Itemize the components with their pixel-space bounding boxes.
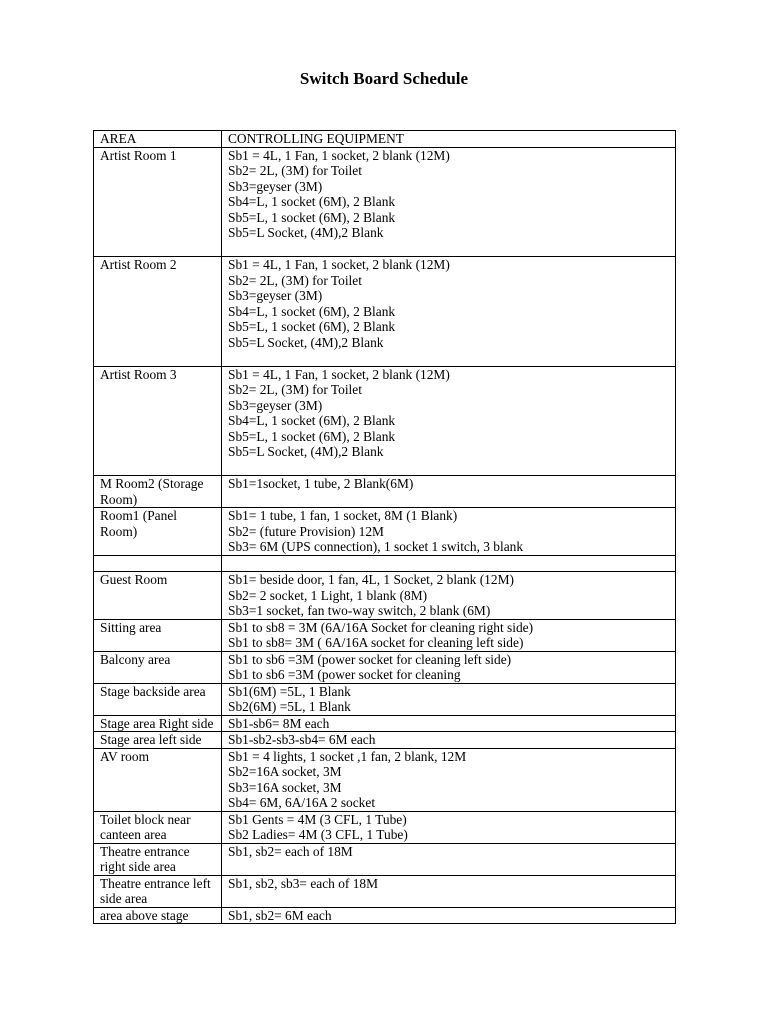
equipment-line: Sb5=L Socket, (4M),2 Blank — [228, 334, 384, 350]
equipment-cell — [222, 683, 676, 715]
equipment-line: Sb5=L, 1 socket (6M), 2 Blank — [228, 428, 396, 444]
equipment-cell — [222, 476, 676, 508]
equipment-line: Sb1(6M) =5L, 1 Blank — [228, 683, 351, 699]
equipment-cell — [222, 811, 676, 843]
area-cell — [94, 366, 222, 476]
equipment-cell — [222, 907, 676, 924]
table-header-row — [94, 131, 676, 148]
equipment-line: Sb1, sb2, sb3= each of 18M — [228, 875, 379, 891]
table-row — [94, 572, 676, 620]
equipment-line: Sb1 = 4 lights, 1 socket ,1 fan, 2 blank, 12M — [228, 748, 467, 764]
equipment-cell — [222, 366, 676, 476]
equipment-cell — [222, 651, 676, 683]
equipment-line: Sb3=1 socket, fan two-way switch, 2 blank (6M) — [228, 603, 491, 618]
equipment-line: Sb1 to sb8 = 3M (6A/16A Socket for cleaning right side) — [228, 619, 534, 635]
table-row — [94, 476, 676, 508]
equipment-line: Sb5=L Socket, (4M),2 Blank — [228, 225, 384, 240]
table-row — [94, 651, 676, 683]
equipment-cell — [222, 732, 676, 749]
area-name: Artist Room 3 — [100, 366, 177, 382]
table-row — [94, 147, 676, 257]
equipment-cell — [222, 875, 676, 907]
equipment-cell — [222, 508, 676, 556]
equipment-line: Sb1 Gents = 4M (3 CFL, 1 Tube) — [228, 811, 407, 827]
equipment-line: Sb3=geyser (3M) — [228, 178, 323, 194]
equipment-cell — [222, 715, 676, 732]
table-row — [94, 366, 676, 476]
table-row — [94, 683, 676, 715]
area-cell — [94, 907, 222, 924]
table-row — [94, 811, 676, 843]
equipment-line: Sb2= (future Provision) 12M — [228, 523, 384, 539]
header-controlling-equipment: CONTROLLING EQUIPMENT — [222, 131, 676, 148]
document-title: Switch Board Schedule — [299, 69, 469, 88]
equipment-cell — [222, 619, 676, 651]
table-row — [94, 875, 676, 907]
equipment-line: Sb1 to sb6 =3M (power socket for cleaning left side) — [228, 651, 512, 667]
area-name: AV room — [100, 748, 149, 764]
equipment-line: Sb2(6M) =5L, 1 Blank — [228, 699, 351, 714]
table-row — [94, 748, 676, 811]
area-cell — [94, 875, 222, 907]
equipment-cell — [222, 843, 676, 875]
area-name: Theatre entrance left side area — [100, 875, 211, 906]
table-row — [94, 715, 676, 732]
area-cell — [94, 748, 222, 811]
area-name: Room1 (Panel Room) — [100, 508, 177, 539]
area-cell — [94, 508, 222, 556]
equipment-line: Sb4=L, 1 socket (6M), 2 Blank — [228, 413, 396, 428]
equipment-line: Sb3=geyser (3M) — [228, 288, 323, 303]
equipment-cell — [222, 555, 676, 572]
area-name: Artist Room 1 — [100, 147, 177, 163]
table-row — [94, 619, 676, 651]
table-row — [94, 907, 676, 924]
equipment-line: Sb1 = 4L, 1 Fan, 1 socket, 2 blank (12M) — [228, 257, 450, 272]
equipment-line: Sb2= 2 socket, 1 Light, 1 blank (8M) — [228, 587, 428, 603]
equipment-line: Sb1-sb6= 8M each — [228, 715, 330, 731]
equipment-line: Sb1-sb2-sb3-sb4= 6M each — [228, 732, 376, 747]
area-cell — [94, 572, 222, 620]
area-name: Sitting area — [100, 619, 162, 635]
table-row — [94, 508, 676, 556]
switch-board-schedule-table — [93, 130, 676, 924]
area-cell — [94, 683, 222, 715]
equipment-line: Sb5=L, 1 socket (6M), 2 Blank — [228, 209, 396, 225]
equipment-line: Sb3=geyser (3M) — [228, 397, 323, 413]
area-cell — [94, 555, 222, 572]
area-name: Stage area Right side — [100, 715, 214, 731]
equipment-cell — [222, 147, 676, 257]
equipment-cell — [222, 748, 676, 811]
equipment-line: Sb1= beside door, 1 fan, 4L, 1 Socket, 2 blank (12M) — [228, 572, 514, 587]
equipment-line: Sb2= 2L, (3M) for Toilet — [228, 382, 362, 397]
area-name: Theatre entrance right side area — [100, 843, 190, 874]
equipment-line: Sb1, sb2= each of 18M — [228, 843, 353, 859]
equipment-line: Sb1= 1 tube, 1 fan, 1 socket, 8M (1 Blank) — [228, 508, 458, 523]
equipment-cell — [222, 257, 676, 367]
equipment-line: Sb3= 6M (UPS connection), 1 socket 1 switch, 3 blank — [228, 539, 524, 554]
table-row — [94, 843, 676, 875]
table-row — [94, 555, 676, 572]
equipment-line: Sb3=16A socket, 3M — [228, 779, 342, 795]
equipment-line: Sb2= 2L, (3M) for Toilet — [228, 272, 362, 288]
table-row — [94, 257, 676, 367]
area-name: Toilet block near canteen area — [100, 811, 191, 842]
area-cell — [94, 811, 222, 843]
area-cell — [94, 257, 222, 367]
equipment-line: Sb2=16A socket, 3M — [228, 764, 342, 779]
equipment-line: Sb1 to sb6 =3M (power socket for cleaning — [228, 667, 461, 682]
equipment-line: Sb1 to sb8= 3M ( 6A/16A socket for cleaning left side) — [228, 635, 524, 650]
area-cell — [94, 476, 222, 508]
equipment-line: Sb5=L Socket, (4M),2 Blank — [228, 444, 384, 459]
area-cell — [94, 147, 222, 257]
header-area: AREA — [94, 131, 222, 148]
equipment-line: Sb2 Ladies= 4M (3 CFL, 1 Tube) — [228, 827, 408, 842]
area-cell — [94, 732, 222, 749]
area-name: Artist Room 2 — [100, 257, 177, 272]
area-name: area above stage — [100, 907, 189, 923]
table-body — [94, 147, 676, 924]
equipment-line: Sb4=L, 1 socket (6M), 2 Blank — [228, 194, 396, 209]
equipment-line: Sb1 = 4L, 1 Fan, 1 socket, 2 blank (12M) — [228, 366, 450, 382]
area-cell — [94, 619, 222, 651]
equipment-line: Sb1 = 4L, 1 Fan, 1 socket, 2 blank (12M) — [228, 147, 450, 163]
area-cell — [94, 651, 222, 683]
area-cell — [94, 843, 222, 875]
table-row — [94, 732, 676, 749]
equipment-line: Sb4=L, 1 socket (6M), 2 Blank — [228, 303, 396, 319]
area-cell — [94, 715, 222, 732]
equipment-line: Sb1=1socket, 1 tube, 2 Blank(6M) — [228, 476, 414, 491]
area-name: M Room2 (Storage Room) — [100, 476, 204, 507]
area-name: Stage area left side — [100, 732, 202, 747]
equipment-line: Sb2= 2L, (3M) for Toilet — [228, 163, 362, 178]
equipment-cell — [222, 572, 676, 620]
area-name: Guest Room — [100, 572, 168, 587]
equipment-line: Sb5=L, 1 socket (6M), 2 Blank — [228, 319, 396, 334]
equipment-line: Sb1, sb2= 6M each — [228, 907, 332, 923]
equipment-line: Sb4= 6M, 6A/16A 2 socket — [228, 795, 376, 810]
area-name: Balcony area — [100, 651, 171, 667]
area-name: Stage backside area — [100, 683, 206, 699]
